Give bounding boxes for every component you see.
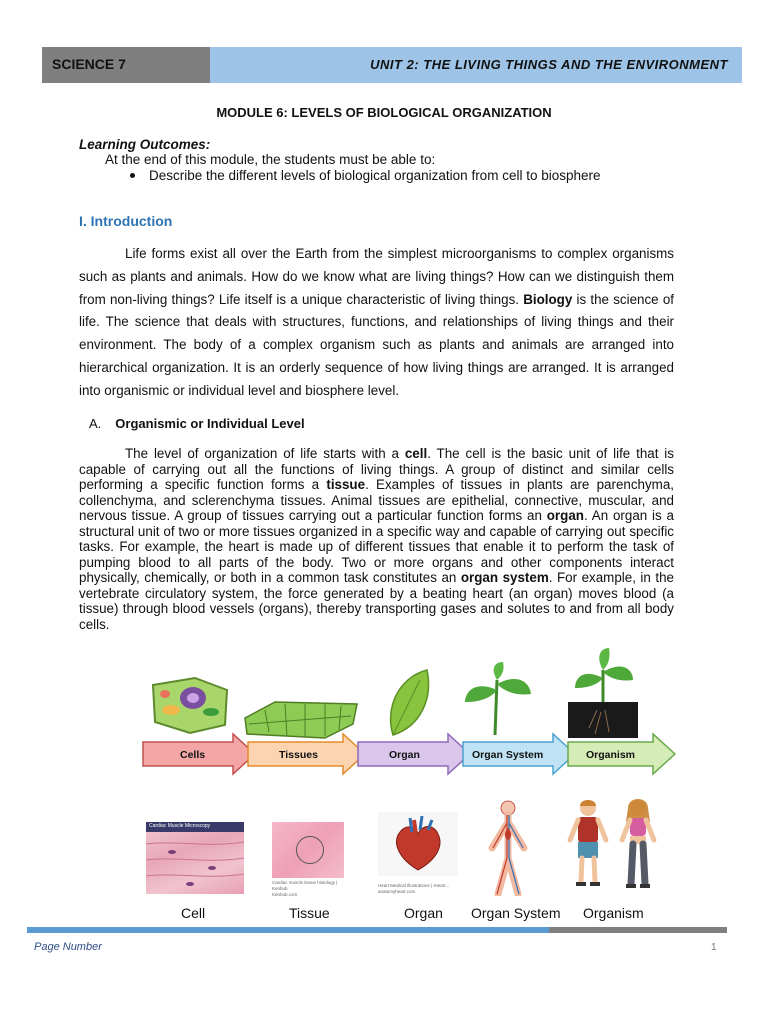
sa-bold-cell: cell — [404, 446, 428, 461]
module-title: MODULE 6: LEVELS OF BIOLOGICAL ORGANIZATION — [216, 105, 552, 120]
tissue-photo-caption: Cardiac muscle tissue histology | Kenhub Kenhub.com — [272, 880, 338, 897]
sa-text-5: . For example, in the vertebrate circulatory system, the force generated by a beating heart (an organ) moves blood (a tissue) through blood vessels (organs), thereby transporting gases and solutes to and from all body cells. — [79, 570, 674, 632]
arrow-label-tissues: Tissues — [279, 749, 318, 761]
heart-illustration — [378, 812, 458, 892]
footer-page-number: 1 — [711, 942, 717, 953]
intro-text-a: Life forms exist all over the Earth from the simplest microorganisms to complex organisms such as plants and animals. How do we know what are living things? How can we distinguish them from non-living things? Life itself is a unique characteristic of living things. — [79, 246, 674, 307]
heart-photo-caption: Heart Medical Illustrations | iHeart... anatomyheart.com — [378, 883, 450, 894]
organism-plant-illustration — [568, 648, 638, 738]
human-organism-illustration — [566, 796, 666, 892]
introduction-paragraph — [79, 243, 674, 403]
header-unit-bar — [210, 47, 742, 83]
learning-outcome-text: Describe the different levels of biological organization from cell to biosphere — [149, 168, 601, 183]
header-subject-bar — [42, 47, 210, 83]
learning-outcomes-intro: At the end of this module, the students must be able to: — [105, 152, 436, 167]
sa-bold-organ-system: organ system — [460, 570, 549, 585]
plant-shoot-illustration — [465, 662, 531, 735]
sa-bold-organ: organ — [546, 508, 584, 523]
learning-outcomes-heading: Learning Outcomes: — [79, 137, 211, 152]
section-a-letter: A. — [89, 416, 102, 431]
footer-page-label: Page Number — [34, 941, 102, 953]
caption-organ: Organ — [404, 905, 443, 921]
arrow-label-organism: Organism — [586, 749, 636, 761]
bullet-icon — [130, 173, 135, 178]
magnifier-circle-icon — [296, 836, 324, 864]
leaf-illustration — [391, 670, 429, 735]
section-a-paragraph — [79, 446, 674, 632]
header-unit: UNIT 2: THE LIVING THINGS AND THE ENVIRONMENT — [370, 57, 728, 72]
sa-text-3: . Examples of tissues in plants are parenchyma, collenchyma, and sclerenchyma tissues. Animal tissues are epithelial, connective, muscular, and nervous tissue. A group of tissues carrying out a particular function forms an — [79, 477, 674, 523]
section-a-title: Organismic or Individual Level — [115, 416, 305, 431]
introduction-heading: I. Introduction — [79, 213, 173, 229]
arrow-label-organ-system: Organ System — [472, 749, 544, 761]
tissue-image — [272, 822, 344, 878]
learning-outcome-item — [130, 168, 601, 183]
section-a-heading — [89, 416, 305, 431]
micrograph-title: Cardiac Muscle Microscopy — [146, 822, 244, 832]
header-subject: SCIENCE 7 — [52, 56, 126, 72]
cardiac-muscle-micrograph — [146, 822, 244, 894]
footer-rule-blue — [27, 927, 549, 933]
cell-illustration — [153, 678, 227, 733]
footer-rule-gray — [549, 927, 727, 933]
arrow-label-organ: Organ — [389, 749, 420, 761]
caption-tissue: Tissue — [289, 905, 330, 921]
cardiac-tissue-histology — [272, 822, 344, 896]
heart-icon — [378, 812, 458, 876]
caption-cell: Cell — [181, 905, 206, 921]
caption-organ-system: Organ System — [471, 905, 561, 921]
sa-bold-tissue: tissue — [326, 477, 366, 492]
sa-text-2: . The cell is the basic unit of life that is capable of carrying out all the functions of living things. A group of distinct and similar cells performing a specific function forms a — [79, 446, 674, 492]
organization-diagram — [135, 640, 685, 780]
sa-text-4: . An organ is a structural unit of two or more tissues organized in a specific way and capable of carrying out specific tasks. For example, the heart is made up of different tissues that enable it to perform the task of pumping blood to all parts of the body. Two or more organs and other components interact physically, chemically, or both in a common task constitutes an — [79, 508, 675, 585]
intro-text-b: is the science of life. The science that deals with structures, functions, and relationships of living things and their environment. The body of a complex organism such as plants and animals are arranged into hierarchical organization. It is an orderly sequence of how living things are arranged. It is arranged into organismic or individual level and biosphere level. — [79, 291, 674, 398]
sa-text-1: The level of organization of life starts with a — [125, 446, 405, 461]
caption-organism: Organism — [583, 905, 644, 921]
muscle-fibers — [146, 830, 244, 894]
tissue-illustration — [245, 702, 357, 738]
intro-bold-biology: Biology — [523, 291, 573, 307]
circulatory-system-illustration — [484, 798, 532, 896]
arrow-label-cells: Cells — [180, 749, 206, 761]
